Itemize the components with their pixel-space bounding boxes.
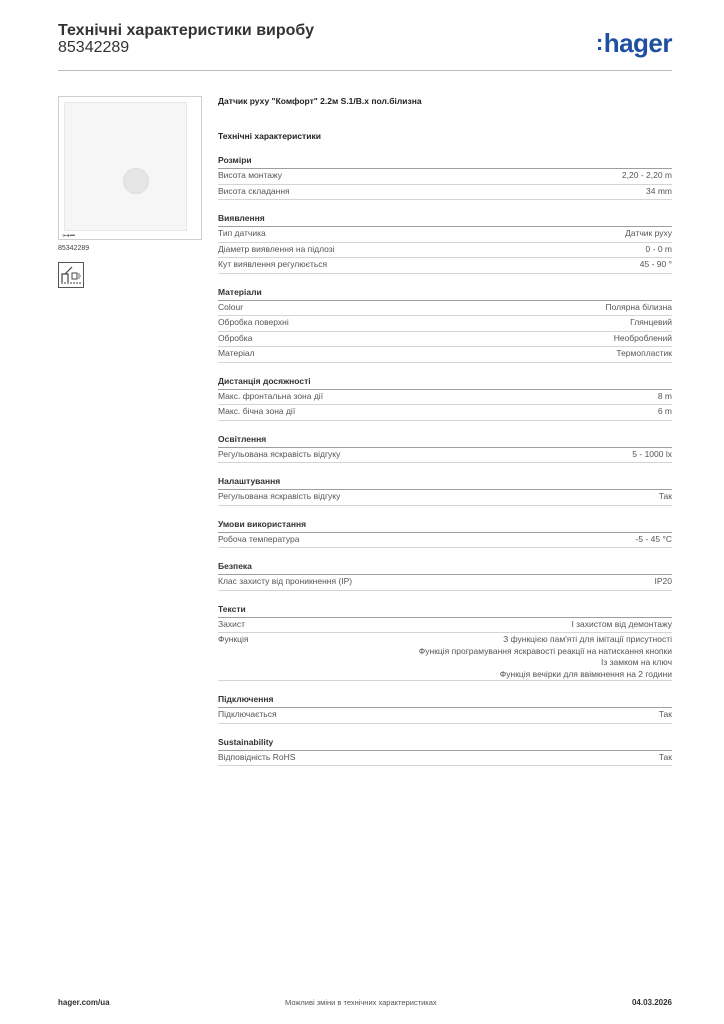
- spec-value: [419, 634, 672, 680]
- spec-label: Регульована яскравість відгуку: [218, 491, 341, 501]
- spec-group-title: Підключення: [218, 694, 672, 708]
- spec-row: [218, 751, 672, 767]
- spec-value-line: Із замком на ключ: [600, 657, 672, 667]
- spec-label: Клас захисту від проникнення (IP): [218, 576, 353, 586]
- spec-value-line: 34 mm: [646, 185, 672, 196]
- sensor-lens: [123, 168, 149, 194]
- spec-row: [218, 185, 672, 201]
- spec-label: Тип датчика: [218, 228, 266, 238]
- spec-label: Відповідність RoHS: [218, 751, 296, 762]
- sensor-body: [64, 102, 187, 231]
- spec-value-line: Термопластик: [616, 348, 672, 358]
- spec-row: [218, 347, 672, 363]
- spec-value-line: Функція вечірки для ввімкнення на 2 години: [499, 668, 672, 679]
- spec-value: [659, 491, 672, 503]
- spec-row: [218, 390, 672, 406]
- spec-value: [605, 302, 672, 314]
- spec-value: [640, 259, 672, 271]
- spec-value: [632, 449, 672, 461]
- spec-label: Кут виявлення регулюється: [218, 259, 328, 269]
- spec-row: [218, 227, 672, 243]
- spec-label: Обробка: [218, 332, 253, 343]
- logo-text: hager: [603, 28, 672, 58]
- spec-value-line: Функція програмування яскравості реакції на натискання кнопки: [418, 645, 672, 656]
- spec-group-title: Безпека: [218, 561, 672, 575]
- spec-label: Функція: [218, 634, 249, 644]
- spec-row: [218, 448, 672, 464]
- spec-value-line: Необроблений: [613, 332, 672, 343]
- spec-group: [218, 155, 672, 200]
- spec-value: [616, 348, 672, 360]
- spec-value: [636, 534, 672, 546]
- spec-row: [218, 405, 672, 421]
- spec-label: Діаметр виявлення на підлозі: [218, 243, 335, 254]
- spec-row: [218, 533, 672, 549]
- header-divider: [58, 70, 672, 71]
- spec-row: [218, 633, 672, 681]
- spec-value-line: 45 - 90 °: [639, 259, 672, 269]
- image-caption-code: 85342289: [58, 245, 90, 252]
- spec-value-line: Датчик руху: [625, 228, 672, 238]
- spec-row: [218, 575, 672, 591]
- spec-value-line: Так: [658, 751, 672, 762]
- spec-value: [614, 333, 672, 345]
- spec-label: Colour: [218, 301, 244, 312]
- spec-value-line: 6 m: [657, 406, 672, 416]
- spec-value-line: 5 - 1000 lx: [632, 448, 672, 459]
- spec-label: Обробка поверхні: [218, 317, 289, 327]
- spec-label: Макс. бічна зона дії: [218, 406, 296, 416]
- spec-value-line: IP20: [654, 576, 672, 586]
- spec-group-title: Освітлення: [218, 434, 672, 448]
- spec-group: [218, 561, 672, 591]
- spec-group-title: Матеріали: [218, 287, 672, 301]
- spec-value-line: З функцією пам'яті для імітації присутності: [503, 634, 672, 644]
- spec-row: [218, 618, 672, 634]
- spec-value-line: Так: [658, 709, 672, 719]
- spec-value-line: Глянцевий: [630, 317, 672, 327]
- spec-group-title: Розміри: [218, 155, 672, 169]
- spec-value: [655, 576, 673, 588]
- spec-row: [218, 316, 672, 332]
- spec-value-line: 2,20 - 2,20 m: [621, 170, 672, 180]
- mounting-type-icon: [58, 262, 84, 288]
- spec-label: Підключається: [218, 709, 277, 719]
- page-title: Технічні характеристики виробу: [58, 22, 314, 39]
- spec-value: [658, 391, 672, 403]
- spec-row: [218, 301, 672, 317]
- spec-group: [218, 287, 672, 363]
- section-title: Технічні характеристики: [218, 131, 321, 141]
- spec-value: [659, 752, 672, 764]
- spec-content: [218, 96, 672, 766]
- spec-group: [218, 213, 672, 274]
- spec-group: [218, 434, 672, 464]
- spec-group: [218, 694, 672, 724]
- spec-row: [218, 169, 672, 185]
- spec-row: [218, 243, 672, 259]
- spec-group-title: Тексти: [218, 604, 672, 618]
- footer-date: 04.03.2026: [631, 998, 672, 1007]
- spec-group-title: Виявлення: [218, 213, 672, 227]
- footer-website-link[interactable]: hager.com/ua: [58, 998, 110, 1007]
- spec-value-line: Так: [658, 491, 672, 501]
- footer-disclaimer: Можливі зміни в технічних характеристиках: [285, 998, 437, 1007]
- spec-row: [218, 490, 672, 506]
- spec-value-line: Полярна білизна: [605, 301, 672, 312]
- spec-row: [218, 332, 672, 348]
- spec-label: Висота монтажу: [218, 170, 283, 180]
- hager-logo[interactable]: :hager: [595, 28, 672, 58]
- spec-value-line: -5 - 45 °C: [635, 533, 672, 544]
- spec-group: [218, 519, 672, 549]
- screw-icon: ⊶━: [62, 231, 75, 240]
- spec-group-title: Дистанція досяжності: [218, 376, 672, 390]
- spec-group-title: Sustainability: [218, 737, 672, 751]
- spec-label: Регульована яскравість відгуку: [218, 448, 341, 459]
- spec-group: [218, 376, 672, 421]
- spec-value: [625, 228, 672, 240]
- spec-value: [646, 244, 672, 256]
- spec-label: Макс. фронтальна зона дії: [218, 390, 324, 401]
- spec-groups: [218, 155, 672, 766]
- spec-value-line: 0 - 0 m: [645, 243, 672, 254]
- spec-group: [218, 604, 672, 682]
- spec-label: Робоча температура: [218, 533, 300, 544]
- spec-value: [659, 709, 672, 721]
- product-image: [58, 96, 202, 240]
- spec-label: Висота складання: [218, 185, 290, 196]
- spec-group-title: Налаштування: [218, 476, 672, 490]
- product-title: Датчик руху "Комфорт" 2.2м S.1/B.x пол.білизна: [218, 96, 422, 106]
- spec-row: [218, 258, 672, 274]
- spec-value: [646, 186, 672, 198]
- spec-value-line: 8 m: [657, 390, 672, 401]
- spec-value: [658, 406, 672, 418]
- spec-label: Захист: [218, 618, 246, 629]
- spec-group: [218, 476, 672, 506]
- spec-label: Матеріал: [218, 348, 255, 358]
- spec-value-line: І захистом від демонтажу: [571, 618, 672, 629]
- spec-value: [571, 619, 672, 631]
- spec-row: [218, 708, 672, 724]
- spec-group: [218, 737, 672, 767]
- spec-group-title: Умови використання: [218, 519, 672, 533]
- product-code: 85342289: [58, 39, 130, 56]
- spec-value: [630, 317, 672, 329]
- spec-value: [622, 170, 672, 182]
